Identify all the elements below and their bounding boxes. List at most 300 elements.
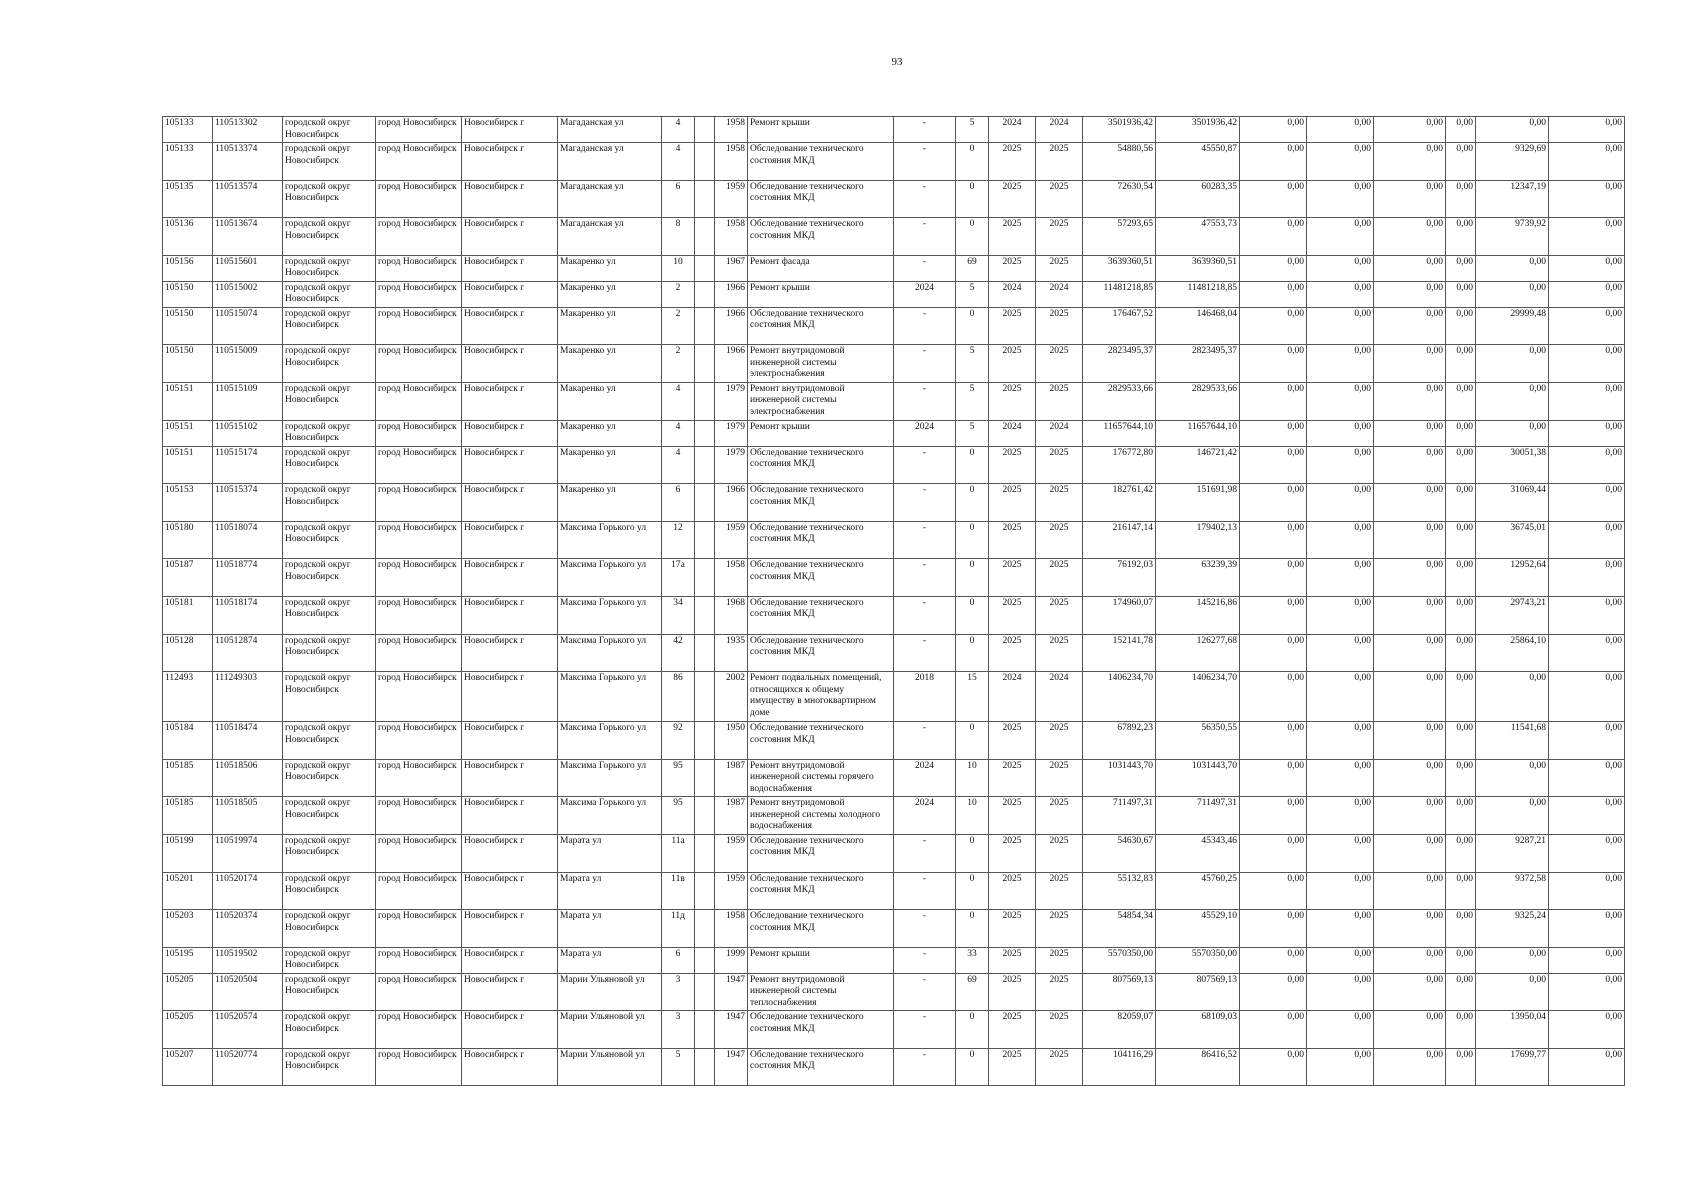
cell-city: Новосибирск г <box>462 484 558 522</box>
cell-municipal-district: городской округ Новосибирск <box>283 634 376 672</box>
cell-city: Новосибирск г <box>462 420 558 446</box>
cell-year-built: 1959 <box>715 521 748 559</box>
cell-city: Новосибирск г <box>462 596 558 634</box>
cell-settlement: город Новосибирск <box>376 420 462 446</box>
cell-street: Макаренко ул <box>558 420 662 446</box>
cell-wear-percent: 0 <box>956 910 989 948</box>
cell-work-id: 110515109 <box>213 382 283 420</box>
cell-street: Максима Горького ул <box>558 596 662 634</box>
cell-extra-funds: 0,00 <box>1549 345 1625 383</box>
cell-fund-cost: 711497,31 <box>1156 797 1240 835</box>
cell-house-id: 105153 <box>163 484 213 522</box>
cell-work-type: Обследование технического состояния МКД <box>748 143 894 181</box>
cell-owner-funds: 36745,01 <box>1476 521 1549 559</box>
cell-plan-end-year: 2025 <box>1036 1048 1083 1086</box>
cell-city: Новосибирск г <box>462 117 558 143</box>
cell-year-built: 1959 <box>715 872 748 910</box>
cell-fund-cost: 2829533,66 <box>1156 382 1240 420</box>
cell-house-number: 2 <box>662 281 695 307</box>
cell-local-funds: 0,00 <box>1374 1048 1446 1086</box>
cell-other-funds: 0,00 <box>1446 559 1476 597</box>
table-row <box>163 255 1625 281</box>
cell-plan-start-year: 2025 <box>989 559 1036 597</box>
cell-other-funds: 0,00 <box>1446 420 1476 446</box>
cell-local-funds: 0,00 <box>1374 910 1446 948</box>
cell-work-id: 111249303 <box>213 672 283 722</box>
table-row <box>163 910 1625 948</box>
cell-total-cost: 72630,54 <box>1083 180 1156 218</box>
cell-work-id: 110515009 <box>213 345 283 383</box>
cell-building <box>695 834 715 872</box>
cell-local-funds: 0,00 <box>1374 797 1446 835</box>
cell-building <box>695 446 715 484</box>
cell-fund-cost: 45343,46 <box>1156 834 1240 872</box>
cell-last-repair-year: 2024 <box>894 281 956 307</box>
cell-settlement: город Новосибирск <box>376 672 462 722</box>
cell-extra-funds: 0,00 <box>1549 634 1625 672</box>
cell-total-cost: 54880,56 <box>1083 143 1156 181</box>
cell-work-type: Обследование технического состояния МКД <box>748 559 894 597</box>
cell-fund-cost: 45529,10 <box>1156 910 1240 948</box>
cell-city: Новосибирск г <box>462 255 558 281</box>
cell-plan-end-year: 2025 <box>1036 180 1083 218</box>
cell-extra-funds: 0,00 <box>1549 117 1625 143</box>
cell-street: Максима Горького ул <box>558 521 662 559</box>
cell-local-funds: 0,00 <box>1374 307 1446 345</box>
cell-regional-funds: 0,00 <box>1307 559 1374 597</box>
cell-street: Макаренко ул <box>558 255 662 281</box>
page-number: 93 <box>891 56 903 68</box>
cell-year-built: 1959 <box>715 834 748 872</box>
cell-plan-start-year: 2024 <box>989 281 1036 307</box>
cell-city: Новосибирск г <box>462 521 558 559</box>
cell-fund-cost: 2823495,37 <box>1156 345 1240 383</box>
cell-house-id: 105133 <box>163 143 213 181</box>
cell-work-type: Обследование технического состояния МКД <box>748 180 894 218</box>
cell-house-number: 6 <box>662 484 695 522</box>
table-row <box>163 521 1625 559</box>
cell-regional-funds: 0,00 <box>1307 180 1374 218</box>
cell-fund-cost: 45760,25 <box>1156 872 1240 910</box>
cell-extra-funds: 0,00 <box>1549 307 1625 345</box>
cell-house-id: 105151 <box>163 382 213 420</box>
cell-plan-end-year: 2025 <box>1036 910 1083 948</box>
cell-work-id: 110518506 <box>213 759 283 797</box>
cell-regional-funds: 0,00 <box>1307 484 1374 522</box>
cell-plan-end-year: 2025 <box>1036 973 1083 1011</box>
cell-street: Максима Горького ул <box>558 797 662 835</box>
cell-owner-funds: 0,00 <box>1476 947 1549 973</box>
cell-local-funds: 0,00 <box>1374 759 1446 797</box>
cell-other-funds: 0,00 <box>1446 281 1476 307</box>
cell-wear-percent: 0 <box>956 143 989 181</box>
cell-house-id: 105151 <box>163 420 213 446</box>
cell-plan-start-year: 2025 <box>989 382 1036 420</box>
cell-fund-cost: 145216,86 <box>1156 596 1240 634</box>
cell-house-id: 105128 <box>163 634 213 672</box>
cell-total-cost: 57293,65 <box>1083 218 1156 256</box>
cell-street: Максима Горького ул <box>558 759 662 797</box>
cell-extra-funds: 0,00 <box>1549 143 1625 181</box>
cell-extra-funds: 0,00 <box>1549 1048 1625 1086</box>
cell-street: Макаренко ул <box>558 446 662 484</box>
cell-work-id: 110515102 <box>213 420 283 446</box>
cell-last-repair-year: - <box>894 1011 956 1049</box>
cell-wear-percent: 0 <box>956 180 989 218</box>
cell-building <box>695 382 715 420</box>
cell-local-funds: 0,00 <box>1374 596 1446 634</box>
table-row <box>163 759 1625 797</box>
cell-regional-funds: 0,00 <box>1307 872 1374 910</box>
cell-house-id: 105150 <box>163 345 213 383</box>
cell-building <box>695 521 715 559</box>
cell-federal-funds: 0,00 <box>1240 180 1307 218</box>
cell-wear-percent: 0 <box>956 834 989 872</box>
cell-owner-funds: 0,00 <box>1476 255 1549 281</box>
cell-year-built: 1999 <box>715 947 748 973</box>
cell-plan-start-year: 2025 <box>989 872 1036 910</box>
cell-owner-funds: 0,00 <box>1476 117 1549 143</box>
cell-fund-cost: 146468,04 <box>1156 307 1240 345</box>
cell-building <box>695 759 715 797</box>
cell-wear-percent: 10 <box>956 759 989 797</box>
cell-total-cost: 1406234,70 <box>1083 672 1156 722</box>
cell-local-funds: 0,00 <box>1374 872 1446 910</box>
cell-fund-cost: 60283,35 <box>1156 180 1240 218</box>
cell-plan-end-year: 2025 <box>1036 1011 1083 1049</box>
cell-wear-percent: 69 <box>956 973 989 1011</box>
cell-work-id: 110520774 <box>213 1048 283 1086</box>
cell-federal-funds: 0,00 <box>1240 484 1307 522</box>
cell-regional-funds: 0,00 <box>1307 255 1374 281</box>
cell-federal-funds: 0,00 <box>1240 1048 1307 1086</box>
cell-fund-cost: 47553,73 <box>1156 218 1240 256</box>
cell-plan-end-year: 2024 <box>1036 672 1083 722</box>
table-row <box>163 143 1625 181</box>
cell-municipal-district: городской округ Новосибирск <box>283 559 376 597</box>
cell-municipal-district: городской округ Новосибирск <box>283 910 376 948</box>
cell-city: Новосибирск г <box>462 722 558 760</box>
cell-federal-funds: 0,00 <box>1240 281 1307 307</box>
table-row <box>163 281 1625 307</box>
cell-plan-end-year: 2025 <box>1036 521 1083 559</box>
cell-house-id: 105184 <box>163 722 213 760</box>
cell-plan-start-year: 2025 <box>989 1011 1036 1049</box>
table-row <box>163 834 1625 872</box>
cell-settlement: город Новосибирск <box>376 180 462 218</box>
cell-federal-funds: 0,00 <box>1240 672 1307 722</box>
cell-city: Новосибирск г <box>462 345 558 383</box>
cell-fund-cost: 1031443,70 <box>1156 759 1240 797</box>
table-row <box>163 634 1625 672</box>
cell-last-repair-year: - <box>894 218 956 256</box>
cell-street: Макаренко ул <box>558 345 662 383</box>
cell-wear-percent: 0 <box>956 1048 989 1086</box>
cell-local-funds: 0,00 <box>1374 484 1446 522</box>
cell-other-funds: 0,00 <box>1446 446 1476 484</box>
cell-plan-start-year: 2025 <box>989 345 1036 383</box>
cell-other-funds: 0,00 <box>1446 307 1476 345</box>
cell-wear-percent: 10 <box>956 797 989 835</box>
cell-last-repair-year: - <box>894 382 956 420</box>
cell-owner-funds: 9325,24 <box>1476 910 1549 948</box>
cell-last-repair-year: - <box>894 634 956 672</box>
cell-last-repair-year: - <box>894 180 956 218</box>
cell-house-id: 105135 <box>163 180 213 218</box>
cell-wear-percent: 0 <box>956 1011 989 1049</box>
cell-house-id: 105156 <box>163 255 213 281</box>
table-row <box>163 345 1625 383</box>
cell-extra-funds: 0,00 <box>1549 420 1625 446</box>
cell-wear-percent: 0 <box>956 634 989 672</box>
cell-work-type: Обследование технического состояния МКД <box>748 872 894 910</box>
cell-work-id: 110518174 <box>213 596 283 634</box>
table-row <box>163 722 1625 760</box>
cell-total-cost: 76192,03 <box>1083 559 1156 597</box>
cell-fund-cost: 63239,39 <box>1156 559 1240 597</box>
cell-owner-funds: 9329,69 <box>1476 143 1549 181</box>
cell-total-cost: 2823495,37 <box>1083 345 1156 383</box>
cell-last-repair-year: - <box>894 834 956 872</box>
cell-building <box>695 420 715 446</box>
cell-plan-start-year: 2025 <box>989 180 1036 218</box>
capital-repair-table <box>162 116 1625 1086</box>
cell-plan-start-year: 2025 <box>989 596 1036 634</box>
cell-regional-funds: 0,00 <box>1307 722 1374 760</box>
cell-year-built: 1958 <box>715 910 748 948</box>
cell-fund-cost: 126277,68 <box>1156 634 1240 672</box>
cell-street: Максима Горького ул <box>558 634 662 672</box>
cell-plan-end-year: 2025 <box>1036 382 1083 420</box>
cell-last-repair-year: - <box>894 345 956 383</box>
cell-wear-percent: 0 <box>956 596 989 634</box>
cell-total-cost: 176467,52 <box>1083 307 1156 345</box>
cell-work-type: Ремонт внутридомовой инженерной системы холодного водоснабжения <box>748 797 894 835</box>
cell-other-funds: 0,00 <box>1446 634 1476 672</box>
table-row <box>163 947 1625 973</box>
cell-federal-funds: 0,00 <box>1240 345 1307 383</box>
cell-work-id: 110520374 <box>213 910 283 948</box>
cell-work-type: Обследование технического состояния МКД <box>748 722 894 760</box>
cell-city: Новосибирск г <box>462 834 558 872</box>
cell-plan-end-year: 2025 <box>1036 484 1083 522</box>
cell-total-cost: 104116,29 <box>1083 1048 1156 1086</box>
cell-work-type: Обследование технического состояния МКД <box>748 834 894 872</box>
cell-settlement: город Новосибирск <box>376 143 462 181</box>
cell-wear-percent: 0 <box>956 722 989 760</box>
cell-federal-funds: 0,00 <box>1240 947 1307 973</box>
cell-total-cost: 3639360,51 <box>1083 255 1156 281</box>
cell-plan-end-year: 2025 <box>1036 596 1083 634</box>
cell-work-id: 110520174 <box>213 872 283 910</box>
cell-municipal-district: городской округ Новосибирск <box>283 218 376 256</box>
cell-fund-cost: 807569,13 <box>1156 973 1240 1011</box>
table-row <box>163 973 1625 1011</box>
cell-owner-funds: 9372,58 <box>1476 872 1549 910</box>
cell-street: Максима Горького ул <box>558 559 662 597</box>
cell-extra-funds: 0,00 <box>1549 255 1625 281</box>
cell-house-number: 11д <box>662 910 695 948</box>
cell-extra-funds: 0,00 <box>1549 446 1625 484</box>
cell-year-built: 1967 <box>715 255 748 281</box>
cell-work-type: Обследование технического состояния МКД <box>748 596 894 634</box>
cell-federal-funds: 0,00 <box>1240 759 1307 797</box>
cell-building <box>695 872 715 910</box>
cell-plan-end-year: 2024 <box>1036 281 1083 307</box>
cell-settlement: город Новосибирск <box>376 1048 462 1086</box>
cell-fund-cost: 1406234,70 <box>1156 672 1240 722</box>
cell-other-funds: 0,00 <box>1446 672 1476 722</box>
cell-owner-funds: 31069,44 <box>1476 484 1549 522</box>
cell-other-funds: 0,00 <box>1446 484 1476 522</box>
cell-local-funds: 0,00 <box>1374 672 1446 722</box>
cell-building <box>695 797 715 835</box>
cell-settlement: город Новосибирск <box>376 255 462 281</box>
cell-total-cost: 1031443,70 <box>1083 759 1156 797</box>
cell-last-repair-year: - <box>894 484 956 522</box>
cell-work-type: Ремонт внутридомовой инженерной системы электроснабжения <box>748 382 894 420</box>
cell-total-cost: 152141,78 <box>1083 634 1156 672</box>
cell-year-built: 1958 <box>715 218 748 256</box>
cell-owner-funds: 25864,10 <box>1476 634 1549 672</box>
cell-year-built: 1966 <box>715 345 748 383</box>
cell-plan-start-year: 2025 <box>989 255 1036 281</box>
cell-house-id: 105150 <box>163 307 213 345</box>
cell-other-funds: 0,00 <box>1446 255 1476 281</box>
cell-building <box>695 281 715 307</box>
cell-extra-funds: 0,00 <box>1549 218 1625 256</box>
cell-year-built: 1979 <box>715 382 748 420</box>
cell-plan-start-year: 2025 <box>989 143 1036 181</box>
cell-work-type: Обследование технического состояния МКД <box>748 1011 894 1049</box>
cell-extra-funds: 0,00 <box>1549 521 1625 559</box>
cell-municipal-district: городской округ Новосибирск <box>283 345 376 383</box>
cell-owner-funds: 0,00 <box>1476 759 1549 797</box>
cell-city: Новосибирск г <box>462 559 558 597</box>
cell-fund-cost: 45550,87 <box>1156 143 1240 181</box>
cell-plan-start-year: 2025 <box>989 797 1036 835</box>
cell-plan-start-year: 2025 <box>989 218 1036 256</box>
cell-total-cost: 176772,80 <box>1083 446 1156 484</box>
cell-house-id: 105201 <box>163 872 213 910</box>
cell-city: Новосибирск г <box>462 947 558 973</box>
cell-work-id: 110518474 <box>213 722 283 760</box>
cell-owner-funds: 11541,68 <box>1476 722 1549 760</box>
cell-plan-end-year: 2025 <box>1036 143 1083 181</box>
cell-last-repair-year: - <box>894 559 956 597</box>
cell-last-repair-year: 2024 <box>894 420 956 446</box>
cell-house-number: 8 <box>662 218 695 256</box>
cell-work-type: Ремонт крыши <box>748 281 894 307</box>
cell-house-id: 105150 <box>163 281 213 307</box>
cell-federal-funds: 0,00 <box>1240 722 1307 760</box>
cell-street: Магаданская ул <box>558 218 662 256</box>
cell-wear-percent: 0 <box>956 218 989 256</box>
cell-regional-funds: 0,00 <box>1307 947 1374 973</box>
table-row <box>163 559 1625 597</box>
cell-last-repair-year: - <box>894 255 956 281</box>
cell-municipal-district: городской округ Новосибирск <box>283 180 376 218</box>
cell-regional-funds: 0,00 <box>1307 382 1374 420</box>
cell-municipal-district: городской округ Новосибирск <box>283 420 376 446</box>
cell-owner-funds: 29743,21 <box>1476 596 1549 634</box>
cell-work-type: Обследование технического состояния МКД <box>748 446 894 484</box>
cell-building <box>695 117 715 143</box>
cell-work-type: Ремонт фасада <box>748 255 894 281</box>
cell-year-built: 1966 <box>715 307 748 345</box>
cell-settlement: город Новосибирск <box>376 559 462 597</box>
cell-work-type: Обследование технического состояния МКД <box>748 484 894 522</box>
cell-house-number: 4 <box>662 382 695 420</box>
cell-street: Марата ул <box>558 872 662 910</box>
cell-building <box>695 722 715 760</box>
table-row <box>163 596 1625 634</box>
cell-regional-funds: 0,00 <box>1307 634 1374 672</box>
cell-plan-start-year: 2025 <box>989 722 1036 760</box>
table-row <box>163 797 1625 835</box>
cell-work-type: Обследование технического состояния МКД <box>748 634 894 672</box>
cell-regional-funds: 0,00 <box>1307 446 1374 484</box>
cell-other-funds: 0,00 <box>1446 722 1476 760</box>
cell-owner-funds: 9287,21 <box>1476 834 1549 872</box>
cell-house-number: 95 <box>662 759 695 797</box>
cell-municipal-district: городской округ Новосибирск <box>283 672 376 722</box>
cell-wear-percent: 0 <box>956 484 989 522</box>
cell-plan-start-year: 2025 <box>989 307 1036 345</box>
cell-federal-funds: 0,00 <box>1240 143 1307 181</box>
cell-plan-end-year: 2025 <box>1036 446 1083 484</box>
cell-building <box>695 143 715 181</box>
cell-owner-funds: 0,00 <box>1476 345 1549 383</box>
cell-year-built: 1966 <box>715 281 748 307</box>
cell-extra-funds: 0,00 <box>1549 382 1625 420</box>
cell-settlement: город Новосибирск <box>376 759 462 797</box>
cell-regional-funds: 0,00 <box>1307 143 1374 181</box>
cell-total-cost: 11657644,10 <box>1083 420 1156 446</box>
cell-city: Новосибирск г <box>462 446 558 484</box>
cell-regional-funds: 0,00 <box>1307 797 1374 835</box>
cell-street: Максима Горького ул <box>558 722 662 760</box>
cell-extra-funds: 0,00 <box>1549 596 1625 634</box>
cell-extra-funds: 0,00 <box>1549 910 1625 948</box>
cell-other-funds: 0,00 <box>1446 834 1476 872</box>
cell-other-funds: 0,00 <box>1446 1011 1476 1049</box>
cell-extra-funds: 0,00 <box>1549 947 1625 973</box>
cell-owner-funds: 13950,04 <box>1476 1011 1549 1049</box>
cell-wear-percent: 5 <box>956 420 989 446</box>
cell-city: Новосибирск г <box>462 872 558 910</box>
cell-extra-funds: 0,00 <box>1549 759 1625 797</box>
cell-work-id: 110515174 <box>213 446 283 484</box>
table-row <box>163 218 1625 256</box>
cell-owner-funds: 0,00 <box>1476 281 1549 307</box>
cell-building <box>695 180 715 218</box>
cell-settlement: город Новосибирск <box>376 117 462 143</box>
cell-plan-end-year: 2025 <box>1036 947 1083 973</box>
cell-regional-funds: 0,00 <box>1307 759 1374 797</box>
cell-local-funds: 0,00 <box>1374 345 1446 383</box>
cell-house-number: 11в <box>662 872 695 910</box>
cell-last-repair-year: - <box>894 910 956 948</box>
cell-total-cost: 216147,14 <box>1083 521 1156 559</box>
cell-house-number: 4 <box>662 446 695 484</box>
table-row <box>163 117 1625 143</box>
cell-settlement: город Новосибирск <box>376 446 462 484</box>
cell-municipal-district: городской округ Новосибирск <box>283 596 376 634</box>
cell-fund-cost: 56350,55 <box>1156 722 1240 760</box>
cell-house-id: 105207 <box>163 1048 213 1086</box>
cell-wear-percent: 0 <box>956 307 989 345</box>
